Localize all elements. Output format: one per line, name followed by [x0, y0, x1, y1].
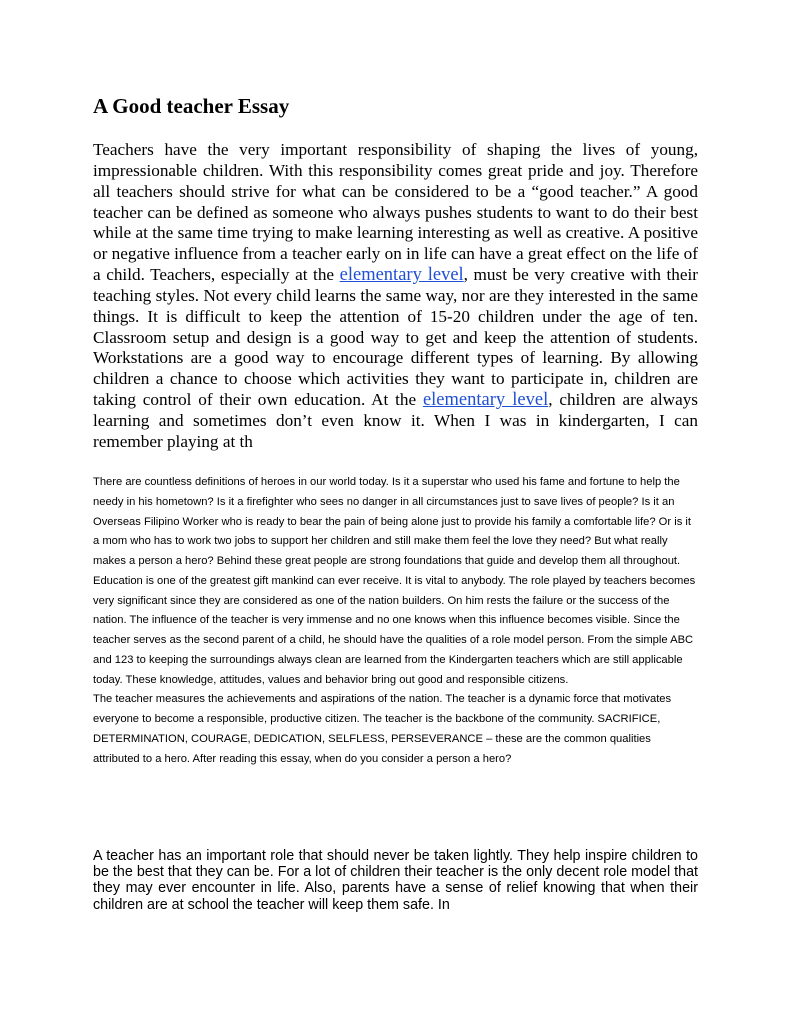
- document-title: A Good teacher Essay: [93, 94, 290, 118]
- elementary-level-link-2[interactable]: elementary level: [422, 390, 549, 411]
- essay-2-paragraph-2: The teacher measures the achievements and aspirations of the nation. The teacher is a dynamic force that motivates everyone to become a responsible, productive citizen. The teacher is the backbone of the community. SACRIFICE, DETERMINATION, COURAGE, DEDICATION, SELFLESS, PERSEVERANCE – these are the common qualities attributed to a hero. After reading this essay, when do you consider a person a hero?: [93, 693, 672, 765]
- essay-1-paragraph: [93, 140, 698, 453]
- essay-3-paragraph: A teacher has an important role that should never be taken lightly. They help inspire children to be the best that they can be. For a lot of children their teacher is the only decent role model that they may ever encounter in life. Also, parents have a sense of relief knowing that when their children are at school the teacher will keep them safe. In: [93, 848, 698, 913]
- essay-2-block: [93, 473, 698, 769]
- elementary-level-link-1[interactable]: elementary level: [339, 265, 464, 286]
- essay-1-text-part-3: , children are always learning and sometimes don’t even know it. When I was in kindergarten, I can remember playing at th: [93, 390, 698, 451]
- essay-2-paragraph-1: There are countless definitions of heroes in our world today. Is it a superstar who used his fame and fortune to help the needy in his hometown? Is it a firefighter who sees no danger in all circumstances just to save lives of people? Is it an Overseas Filipino Worker who is ready to bear the pain of being alone just to provide his family a comfortable life? Or is it a mom who has to work two jobs to support her children and still make them feel the love they need? But what really makes a person a hero? Behind these great people are strong foundations that guide and develop them all throughout. Education is one of the greatest gift mankind can ever receive. It is vital to anybody. The role played by teachers becomes very significant since they are considered as one of the nation builders. On him rests the failure or the success of the nation. The influence of the teacher is very immense and no one knows when this influence becomes visible. Since the teacher serves as the second parent of a child, he should have the qualities of a role model person. From the simple ABC and 123 to keeping the surroundings always clean are learned from the Kindergarten teachers which are still applicable today. These knowledge, attitudes, values and behavior bring out good and responsible citizens.: [93, 476, 696, 686]
- essay-1-text-part-1: Teachers have the very important responsibility of shaping the lives of young, impressionable children. With this responsibility comes great pride and joy. Therefore all teachers should strive for what can be considered to be a “good teacher.” A good teacher can be defined as someone who always pushes students to want to do their best while at the same time trying to make learning interesting as well as creative. A positive or negative influence from a teacher early on in life can have a great effect on the life of a child. Teachers, especially at the: [93, 140, 698, 285]
- essay-1-text-part-2: , must be very creative with their teaching styles. Not every child learns the same way, nor are they interested in the same things. It is difficult to keep the attention of 15-20 children under the age of ten. Classroom setup and design is a good way to get and keep the attention of students. Workstations are a good way to encourage different types of learning. By allowing children a chance to choose which activities they want to participate in, children are taking control of their own education. At the: [93, 265, 699, 410]
